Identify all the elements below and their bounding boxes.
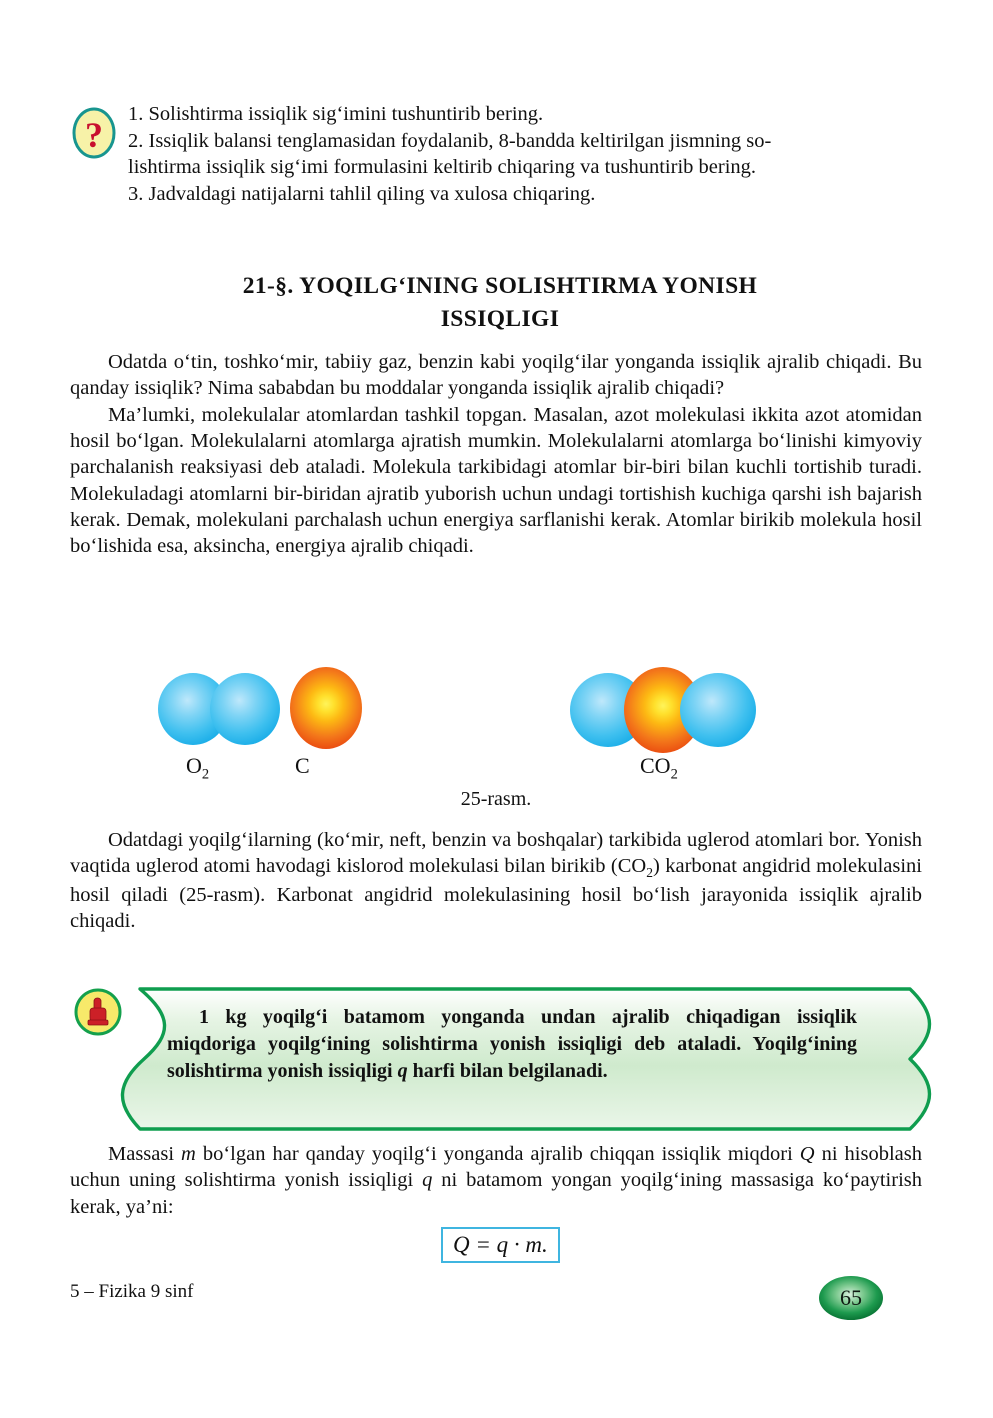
definition-callout bbox=[72, 986, 942, 1132]
pointing-hand-icon bbox=[74, 988, 122, 1036]
questions-list bbox=[128, 101, 922, 208]
carbon-atom-sphere bbox=[290, 667, 362, 749]
body-paragraph-1: Odatda o‘tin, toshko‘mir, tabiiy gaz, benzin kabi yoqilg‘ilar yonganda issiqlik ajralib chiqadi. Bu qanday issiqlik? Nima sababdan bu moddalar yonganda issiqlik ajralib chiqadi? bbox=[70, 351, 922, 400]
figure-25 bbox=[70, 655, 922, 810]
molecule-c bbox=[290, 667, 370, 749]
question-item-1: 1. Solishtirma issiqlik sig‘imini tushuntirib bering. bbox=[128, 103, 544, 125]
section-title bbox=[110, 270, 890, 337]
question-mark-icon bbox=[72, 107, 116, 159]
formula-box: Q = q · m. bbox=[441, 1227, 560, 1263]
section-title-line-1: 21-§. YOQILG‘INING SOLISHTIRMA YONISH bbox=[242, 273, 758, 299]
molecule-label-c: C bbox=[295, 753, 310, 778]
body-paragraph-3-text: Odatdagi yoqilg‘ilarning (ko‘mir, neft, benzin va boshqalar) tarkibida uglerod atomlari bor. Yonish vaqtida uglerod atomi havodagi kislorod molekulasi bilan birikib $(CO_2)$ karbonat angidrid molekulasini hosil qiladi (25-rasm). Karbonat angidrid molekulasining hosil bo‘lish jarayonida issiqlik ajralib chiqadi. bbox=[70, 829, 922, 933]
definition-text-part-2: harfi bilan belgilanadi. bbox=[407, 1060, 608, 1083]
question-item-2: 2. Issiqlik balansi tenglamasidan foydalanib, 8-bandda keltirilgan jismning so- lishtirma issiqlik sig‘imi formulasini keltirib chiqaring va tushuntirib bering. bbox=[128, 129, 772, 179]
oxygen-atom-sphere bbox=[680, 673, 756, 747]
definition-text bbox=[167, 1004, 857, 1086]
body-paragraph-4: Massasi m bo‘lgan har qanday yoqilg‘i yonganda ajralib chiqqan issiqlik miqdori Q ni hisoblash uchun uning solishtirma yonish issiqligi q ni batamom yongan yoqilg‘ining massasiga ko‘paytirish kerak, ya’ni: bbox=[70, 1143, 922, 1218]
footer-note: 5 – Fizika 9 sinf bbox=[70, 1281, 194, 1302]
svg-text:?: ? bbox=[85, 115, 103, 155]
body-paragraph-group-bottom bbox=[70, 1141, 922, 1220]
definition-symbol: q bbox=[397, 1060, 408, 1083]
page-number: 65 bbox=[840, 1285, 862, 1310]
oxygen-atom-sphere bbox=[210, 673, 280, 745]
questions-block bbox=[72, 101, 922, 208]
body-paragraph-group-top bbox=[70, 349, 922, 560]
page-number-badge bbox=[818, 1275, 884, 1321]
figure-caption: 25-rasm. bbox=[460, 788, 532, 810]
body-paragraph-group-middle bbox=[70, 827, 922, 934]
section-title-line-2: ISSIQLIGI bbox=[440, 306, 560, 333]
molecule-co2 bbox=[570, 667, 760, 749]
question-item-3: 3. Jadvaldagi natijalarni tahlil qiling va xulosa chiqaring. bbox=[128, 182, 596, 205]
body-paragraph-3 bbox=[70, 827, 922, 934]
molecule-label-o2: $O_2$ bbox=[186, 753, 210, 783]
body-paragraph-2: Ma’lumki, molekulalar atomlardan tashkil topgan. Masalan, azot molekulasi ikkita azot atomidan hosil bo‘lgan. Molekulalarni atomlarga ajratish mumkin. Molekulalarni atomlarga bo‘linishi kimyoviy parchalanish reaksiyasi deb ataladi. Molekula tarkibidagi atomlar bir-biri bilan kuchli tortishib turadi. Molekuladagi atomlarni bir-biridan ajratib yuborish uchun undagi tortishish kuchiga qarshi ish bajarish kerak. Demak, molekulani parchalash uchun energiya sarflanishi kerak. Atomlar birikib molekula hosil bo‘lishida esa, aksincha, energiya ajralib chiqadi. bbox=[70, 403, 922, 558]
molecule-o2 bbox=[158, 667, 286, 749]
molecule-label-co2: $CO_2$ bbox=[640, 753, 678, 783]
definition-text-part-1: 1 kg yoqilg‘i batamom yonganda undan ajralib chiqadigan issiqlik miqdoriga yoqilg‘ining solishtirma yonish issiqligi deb ataladi. Yoqilg‘ining solishtirma yonish issiqligi bbox=[167, 1006, 857, 1083]
